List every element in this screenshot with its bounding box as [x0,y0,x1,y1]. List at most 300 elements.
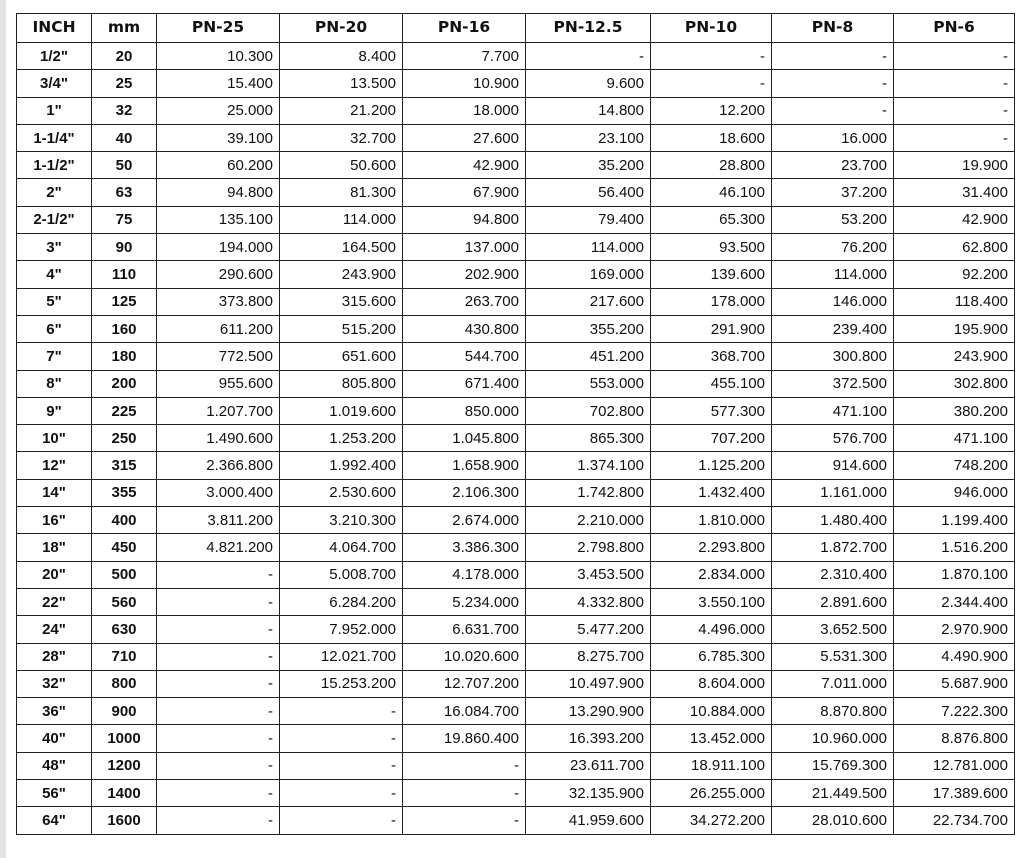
value-cell: 92.200 [894,261,1015,288]
value-cell: 114.000 [526,234,651,261]
value-cell: 62.800 [894,234,1015,261]
column-header-5: PN-12.5 [526,14,651,43]
table-row [17,152,1015,179]
value-cell: 10.900 [403,70,526,97]
value-cell: 28.010.600 [772,807,894,834]
mm-cell: 160 [92,315,157,342]
value-cell: 12.707.200 [403,670,526,697]
value-cell: 94.800 [403,206,526,233]
value-cell: 243.900 [894,343,1015,370]
inch-cell: 9" [17,397,92,424]
inch-cell: 6" [17,315,92,342]
value-cell: 4.064.700 [280,534,403,561]
value-cell: 291.900 [651,315,772,342]
value-cell: 372.500 [772,370,894,397]
mm-cell: 63 [92,179,157,206]
value-cell: - [772,97,894,124]
value-cell: - [157,807,280,834]
value-cell: 1.207.700 [157,397,280,424]
value-cell: 10.020.600 [403,643,526,670]
value-cell: 194.000 [157,234,280,261]
value-cell: 2.798.800 [526,534,651,561]
value-cell: 35.200 [526,152,651,179]
value-cell: 7.222.300 [894,698,1015,725]
value-cell: 28.800 [651,152,772,179]
value-cell: 114.000 [772,261,894,288]
mm-cell: 50 [92,152,157,179]
value-cell: 455.100 [651,370,772,397]
mm-cell: 500 [92,561,157,588]
value-cell: 7.952.000 [280,616,403,643]
value-cell: 7.700 [403,43,526,70]
value-cell: 5.531.300 [772,643,894,670]
value-cell: 53.200 [772,206,894,233]
value-cell: 10.884.000 [651,698,772,725]
column-header-8: PN-6 [894,14,1015,43]
value-cell: 3.811.200 [157,507,280,534]
value-cell: 8.604.000 [651,670,772,697]
value-cell: 1.374.100 [526,452,651,479]
inch-cell: 2-1/2" [17,206,92,233]
value-cell: - [157,752,280,779]
value-cell: 41.959.600 [526,807,651,834]
column-header-6: PN-10 [651,14,772,43]
header-row [17,14,1015,43]
value-cell: 14.800 [526,97,651,124]
table-row [17,698,1015,725]
mm-cell: 1000 [92,725,157,752]
value-cell: 10.497.900 [526,670,651,697]
value-cell: 702.800 [526,397,651,424]
value-cell: 2.310.400 [772,561,894,588]
value-cell: 914.600 [772,452,894,479]
value-cell: 4.332.800 [526,588,651,615]
table-row [17,752,1015,779]
mm-cell: 355 [92,479,157,506]
value-cell: 1.516.200 [894,534,1015,561]
value-cell: 76.200 [772,234,894,261]
value-cell: 3.453.500 [526,561,651,588]
table-row [17,261,1015,288]
inch-cell: 1-1/4" [17,124,92,151]
value-cell: 2.366.800 [157,452,280,479]
table-row [17,315,1015,342]
value-cell: - [403,807,526,834]
column-header-0: INCH [17,14,92,43]
mm-cell: 560 [92,588,157,615]
table-row [17,124,1015,151]
value-cell: 300.800 [772,343,894,370]
value-cell: 707.200 [651,425,772,452]
table-row [17,452,1015,479]
inch-cell: 1" [17,97,92,124]
mm-cell: 315 [92,452,157,479]
value-cell: 1.742.800 [526,479,651,506]
value-cell: 577.300 [651,397,772,424]
inch-cell: 4" [17,261,92,288]
table-row [17,670,1015,697]
value-cell: 32.135.900 [526,780,651,807]
value-cell: 23.611.700 [526,752,651,779]
inch-cell: 32" [17,670,92,697]
value-cell: 15.769.300 [772,752,894,779]
value-cell: 946.000 [894,479,1015,506]
table-row [17,725,1015,752]
table-row [17,616,1015,643]
value-cell: 10.300 [157,43,280,70]
table-row [17,288,1015,315]
value-cell: 1.019.600 [280,397,403,424]
value-cell: 380.200 [894,397,1015,424]
inch-cell: 5" [17,288,92,315]
table-row [17,70,1015,97]
mm-cell: 110 [92,261,157,288]
table-row [17,807,1015,834]
value-cell: 544.700 [403,343,526,370]
inch-cell: 22" [17,588,92,615]
value-cell: 39.100 [157,124,280,151]
value-cell: 5.477.200 [526,616,651,643]
value-cell: 12.021.700 [280,643,403,670]
value-cell: 10.960.000 [772,725,894,752]
value-cell: 139.600 [651,261,772,288]
value-cell: 2.891.600 [772,588,894,615]
value-cell: 3.550.100 [651,588,772,615]
value-cell: 18.600 [651,124,772,151]
value-cell: 2.106.300 [403,479,526,506]
value-cell: 805.800 [280,370,403,397]
inch-cell: 14" [17,479,92,506]
value-cell: 21.449.500 [772,780,894,807]
value-cell: - [157,780,280,807]
value-cell: 471.100 [772,397,894,424]
value-cell: 195.900 [894,315,1015,342]
value-cell: 671.400 [403,370,526,397]
value-cell: 2.530.600 [280,479,403,506]
value-cell: 4.496.000 [651,616,772,643]
inch-cell: 8" [17,370,92,397]
value-cell: 355.200 [526,315,651,342]
value-cell: 4.490.900 [894,643,1015,670]
value-cell: 146.000 [772,288,894,315]
value-cell: 1.125.200 [651,452,772,479]
inch-cell: 20" [17,561,92,588]
value-cell: 217.600 [526,288,651,315]
mm-cell: 400 [92,507,157,534]
value-cell: - [157,725,280,752]
inch-cell: 10" [17,425,92,452]
value-cell: 37.200 [772,179,894,206]
value-cell: 368.700 [651,343,772,370]
table-row [17,479,1015,506]
value-cell: 5.234.000 [403,588,526,615]
inch-cell: 40" [17,725,92,752]
value-cell: - [403,780,526,807]
value-cell: 31.400 [894,179,1015,206]
value-cell: 17.389.600 [894,780,1015,807]
value-cell: 6.631.700 [403,616,526,643]
value-cell: 748.200 [894,452,1015,479]
table-row [17,343,1015,370]
value-cell: 315.600 [280,288,403,315]
column-header-2: PN-25 [157,14,280,43]
mm-cell: 20 [92,43,157,70]
value-cell: - [651,43,772,70]
value-cell: - [526,43,651,70]
value-cell: 1.161.000 [772,479,894,506]
value-cell: - [651,70,772,97]
value-cell: 290.600 [157,261,280,288]
inch-cell: 12" [17,452,92,479]
value-cell: - [157,616,280,643]
value-cell: 6.785.300 [651,643,772,670]
value-cell: 515.200 [280,315,403,342]
value-cell: 1.992.400 [280,452,403,479]
value-cell: 46.100 [651,179,772,206]
value-cell: 79.400 [526,206,651,233]
value-cell: 1.872.700 [772,534,894,561]
inch-cell: 28" [17,643,92,670]
mm-cell: 900 [92,698,157,725]
table-row [17,43,1015,70]
value-cell: 1.810.000 [651,507,772,534]
value-cell: 42.900 [894,206,1015,233]
value-cell: 239.400 [772,315,894,342]
value-cell: 42.900 [403,152,526,179]
value-cell: 13.290.900 [526,698,651,725]
table-row [17,97,1015,124]
value-cell: 21.200 [280,97,403,124]
value-cell: 164.500 [280,234,403,261]
value-cell: 23.100 [526,124,651,151]
pipe-pressure-table [16,13,1015,835]
value-cell: 135.100 [157,206,280,233]
value-cell: 32.700 [280,124,403,151]
value-cell: 16.393.200 [526,725,651,752]
value-cell: 4.178.000 [403,561,526,588]
value-cell: 772.500 [157,343,280,370]
mm-cell: 1200 [92,752,157,779]
value-cell: 2.210.000 [526,507,651,534]
mm-cell: 800 [92,670,157,697]
value-cell: 2.970.900 [894,616,1015,643]
value-cell: 1.045.800 [403,425,526,452]
value-cell: 3.000.400 [157,479,280,506]
inch-cell: 56" [17,780,92,807]
value-cell: - [157,698,280,725]
value-cell: - [157,670,280,697]
value-cell: 1.658.900 [403,452,526,479]
value-cell: 8.876.800 [894,725,1015,752]
mm-cell: 75 [92,206,157,233]
inch-cell: 48" [17,752,92,779]
value-cell: 15.400 [157,70,280,97]
value-cell: 19.900 [894,152,1015,179]
mm-cell: 25 [92,70,157,97]
value-cell: - [403,752,526,779]
value-cell: 8.275.700 [526,643,651,670]
value-cell: - [894,70,1015,97]
value-cell: 25.000 [157,97,280,124]
column-header-7: PN-8 [772,14,894,43]
value-cell: - [157,588,280,615]
value-cell: 65.300 [651,206,772,233]
mm-cell: 250 [92,425,157,452]
value-cell: 243.900 [280,261,403,288]
table-body [17,43,1015,835]
value-cell: 202.900 [403,261,526,288]
table-row [17,588,1015,615]
value-cell: 81.300 [280,179,403,206]
table-row [17,507,1015,534]
inch-cell: 3/4" [17,70,92,97]
value-cell: 12.200 [651,97,772,124]
inch-cell: 7" [17,343,92,370]
value-cell: 27.600 [403,124,526,151]
value-cell: 13.500 [280,70,403,97]
value-cell: 169.000 [526,261,651,288]
table-row [17,370,1015,397]
value-cell: 651.600 [280,343,403,370]
value-cell: 451.200 [526,343,651,370]
value-cell: 93.500 [651,234,772,261]
value-cell: 1.490.600 [157,425,280,452]
value-cell: 2.344.400 [894,588,1015,615]
value-cell: 67.900 [403,179,526,206]
mm-cell: 125 [92,288,157,315]
value-cell: - [280,752,403,779]
value-cell: 5.687.900 [894,670,1015,697]
value-cell: 611.200 [157,315,280,342]
value-cell: 118.400 [894,288,1015,315]
value-cell: 2.834.000 [651,561,772,588]
value-cell: 6.284.200 [280,588,403,615]
value-cell: 1.253.200 [280,425,403,452]
value-cell: 576.700 [772,425,894,452]
table-row [17,534,1015,561]
value-cell: 94.800 [157,179,280,206]
value-cell: 16.000 [772,124,894,151]
mm-cell: 1400 [92,780,157,807]
column-header-3: PN-20 [280,14,403,43]
value-cell: 373.800 [157,288,280,315]
table-row [17,397,1015,424]
mm-cell: 1600 [92,807,157,834]
table-row [17,425,1015,452]
value-cell: 850.000 [403,397,526,424]
inch-cell: 1/2" [17,43,92,70]
value-cell: 955.600 [157,370,280,397]
value-cell: - [280,807,403,834]
value-cell: 137.000 [403,234,526,261]
mm-cell: 200 [92,370,157,397]
value-cell: 3.652.500 [772,616,894,643]
inch-cell: 36" [17,698,92,725]
value-cell: 18.911.100 [651,752,772,779]
table-row [17,206,1015,233]
table-row [17,179,1015,206]
inch-cell: 18" [17,534,92,561]
value-cell: - [894,97,1015,124]
value-cell: 471.100 [894,425,1015,452]
value-cell: - [280,780,403,807]
mm-cell: 40 [92,124,157,151]
value-cell: 1.432.400 [651,479,772,506]
column-header-4: PN-16 [403,14,526,43]
mm-cell: 225 [92,397,157,424]
value-cell: 8.870.800 [772,698,894,725]
value-cell: 12.781.000 [894,752,1015,779]
page-left-edge [0,0,6,858]
value-cell: 60.200 [157,152,280,179]
value-cell: 23.700 [772,152,894,179]
value-cell: 15.253.200 [280,670,403,697]
value-cell: 1.870.100 [894,561,1015,588]
table-row [17,643,1015,670]
value-cell: 34.272.200 [651,807,772,834]
value-cell: 18.000 [403,97,526,124]
value-cell: 13.452.000 [651,725,772,752]
value-cell: - [772,70,894,97]
value-cell: 7.011.000 [772,670,894,697]
mm-cell: 630 [92,616,157,643]
value-cell: 50.600 [280,152,403,179]
value-cell: 2.293.800 [651,534,772,561]
value-cell: 56.400 [526,179,651,206]
mm-cell: 32 [92,97,157,124]
inch-cell: 2" [17,179,92,206]
mm-cell: 90 [92,234,157,261]
value-cell: - [280,698,403,725]
inch-cell: 16" [17,507,92,534]
value-cell: 865.300 [526,425,651,452]
inch-cell: 1-1/2" [17,152,92,179]
inch-cell: 64" [17,807,92,834]
value-cell: 1.199.400 [894,507,1015,534]
value-cell: - [894,124,1015,151]
value-cell: 553.000 [526,370,651,397]
value-cell: 8.400 [280,43,403,70]
value-cell: 16.084.700 [403,698,526,725]
value-cell: 263.700 [403,288,526,315]
value-cell: 9.600 [526,70,651,97]
value-cell: 19.860.400 [403,725,526,752]
mm-cell: 450 [92,534,157,561]
value-cell: 2.674.000 [403,507,526,534]
table-row [17,234,1015,261]
value-cell: 1.480.400 [772,507,894,534]
mm-cell: 180 [92,343,157,370]
value-cell: 4.821.200 [157,534,280,561]
value-cell: 3.210.300 [280,507,403,534]
value-cell: - [280,725,403,752]
value-cell: 22.734.700 [894,807,1015,834]
mm-cell: 710 [92,643,157,670]
inch-cell: 3" [17,234,92,261]
value-cell: 5.008.700 [280,561,403,588]
value-cell: - [894,43,1015,70]
value-cell: 430.800 [403,315,526,342]
value-cell: - [157,643,280,670]
value-cell: 302.800 [894,370,1015,397]
column-header-1: mm [92,14,157,43]
table-row [17,561,1015,588]
value-cell: 26.255.000 [651,780,772,807]
inch-cell: 24" [17,616,92,643]
value-cell: 178.000 [651,288,772,315]
value-cell: - [772,43,894,70]
value-cell: 114.000 [280,206,403,233]
